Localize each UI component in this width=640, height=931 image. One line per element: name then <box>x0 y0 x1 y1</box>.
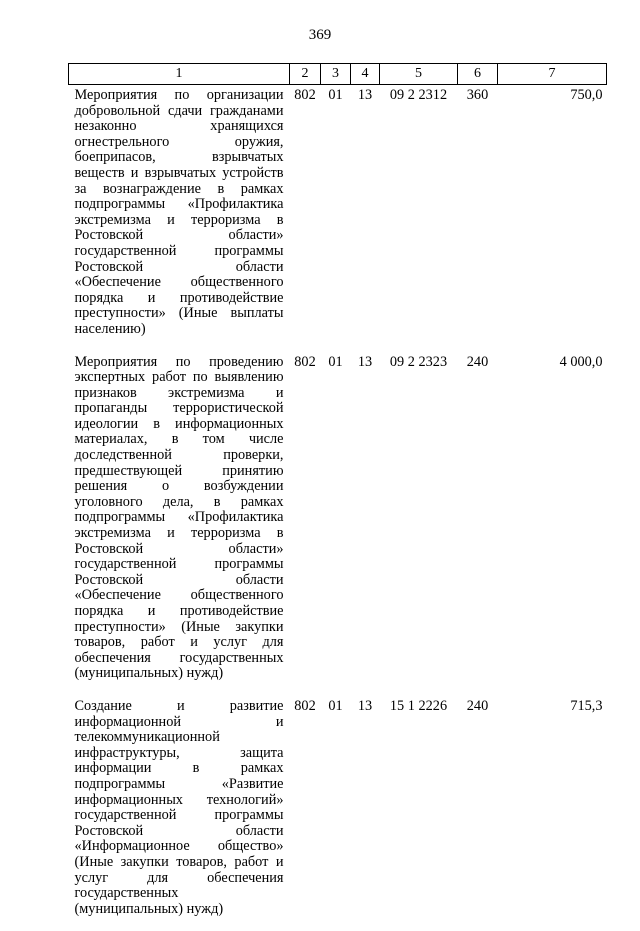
table-row <box>69 85 607 352</box>
target-article-code: 09 2 2312 <box>389 87 448 103</box>
column-header-1: 1 <box>69 64 290 85</box>
amount-value: 750,0 <box>570 87 603 103</box>
page-number: 369 <box>308 27 332 43</box>
column-header-2: 2 <box>290 64 321 85</box>
target-article-code: 15 1 2226 <box>389 697 448 714</box>
expense-type-code: 240 <box>466 697 489 714</box>
subsection-code: 13 <box>357 353 373 370</box>
table-row <box>69 352 607 696</box>
ministry-code: 802 <box>294 697 316 714</box>
header-row <box>69 64 607 85</box>
subsection-code: 13 <box>357 87 373 103</box>
expense-type-code: 240 <box>466 353 489 370</box>
row-description: Создание и развитие информационной и телекоммуникационной инфраструктуры, защита информации в рамках подпрограммы «Развитие информационных технологий» государственной программы Ростовской области «Информационное общество» (Иные закупки товаров, работ и услуг для обеспечения государственных (муниципальных) нужд) <box>74 697 284 917</box>
section-code: 01 <box>328 697 343 714</box>
subsection-code: 13 <box>357 697 373 714</box>
ministry-code: 802 <box>294 87 316 103</box>
column-header-7: 7 <box>498 64 607 85</box>
expense-type-code: 360 <box>466 87 489 103</box>
target-article-code: 09 2 2323 <box>389 353 448 370</box>
column-header-4: 4 <box>351 64 380 85</box>
budget-table <box>68 63 607 931</box>
amount-value: 4 000,0 <box>559 353 603 370</box>
row-description: Мероприятия по проведению экспертных работ по выявлению признаков экстремизма и пропаганды террористической идеологии в информационных материалах, в том числе доследственной проверки, предшествующей принятию решения о возбуждении уголовного дела, в рамках подпрограммы «Профилактика экстремизма и терроризма в Ростовской области» государственной программы Ростовской области «Обеспечение общественного порядка и противодействие преступности» (Иные закупки товаров, работ и услуг для обеспечения государственных (муниципальных) нужд) <box>74 353 284 682</box>
amount-value: 715,3 <box>570 697 603 714</box>
table-row <box>69 696 607 931</box>
column-header-5: 5 <box>380 64 458 85</box>
section-code: 01 <box>328 353 343 370</box>
column-header-6: 6 <box>458 64 498 85</box>
column-header-3: 3 <box>321 64 351 85</box>
row-description: Мероприятия по организации добровольной сдачи гражданами незаконно хранящихся огнестрельного оружия, боеприпасов, взрывчатых веществ и взрывчатых устройств за вознаграждение в рамках подпрограммы «Профилактика экстремизма и терроризма в Ростовской области» государственной программы Ростовской области «Обеспечение общественного порядка и противодействие преступности» (Иные выплаты населению) <box>74 87 284 337</box>
ministry-code: 802 <box>294 353 316 370</box>
section-code: 01 <box>328 87 343 103</box>
